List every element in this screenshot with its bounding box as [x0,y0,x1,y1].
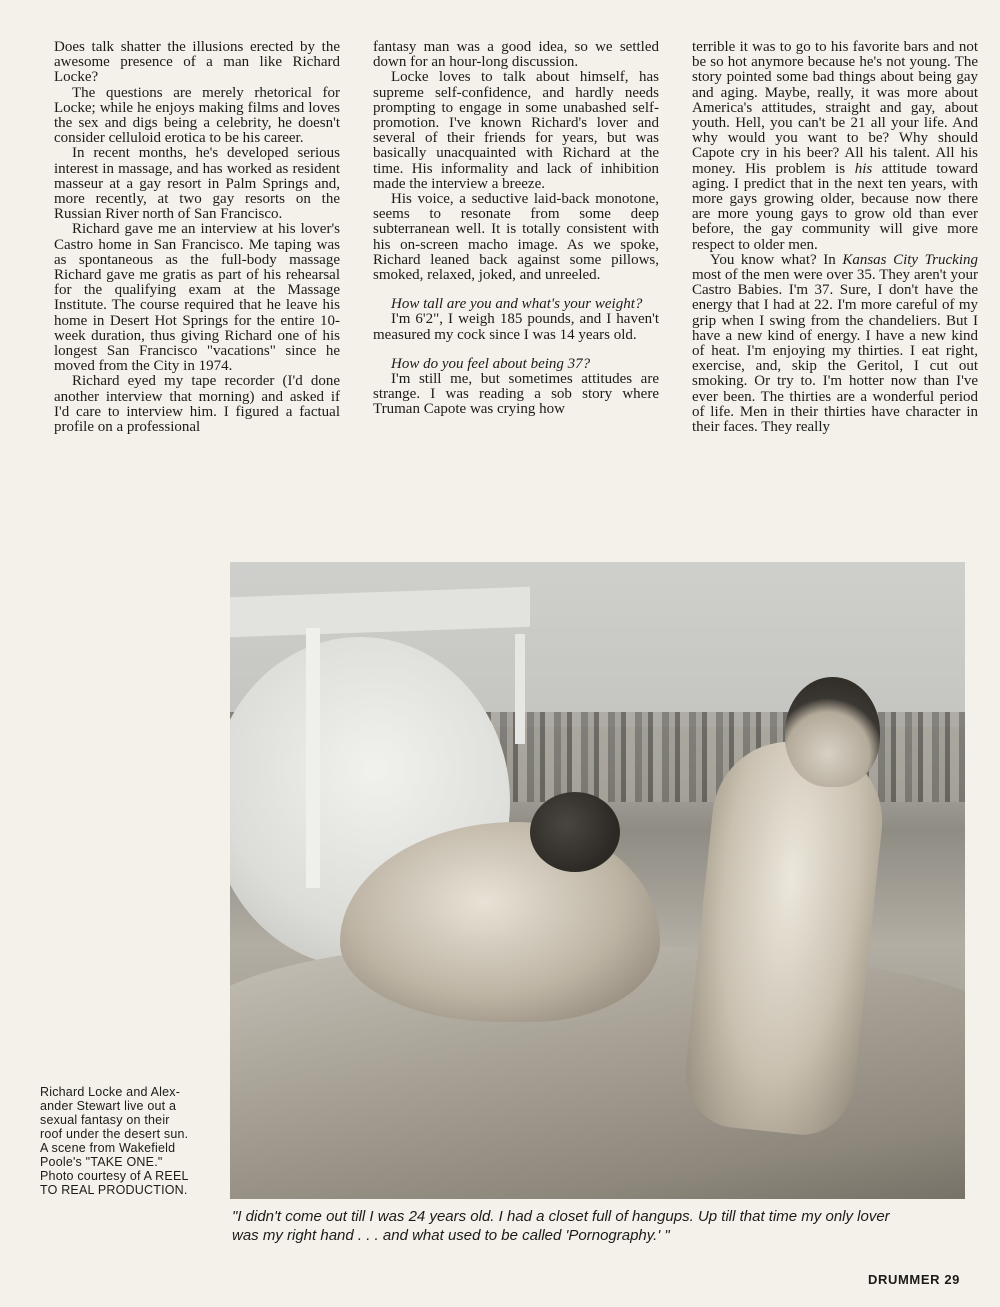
photo-post [515,634,525,744]
photo-caption [40,1085,220,1197]
caption-line: A scene from Wakefield [40,1141,176,1155]
pull-quote-line: was my right hand . . . and what used to be called 'Pornography.' " [232,1227,670,1244]
page-folio [840,1272,960,1287]
paragraph: Richard eyed my tape recorder (I'd done another interview that morning) and asked if I'd care to interview him. I figured a factual profile on a professional [54,373,340,436]
article-column-2 [373,40,659,500]
article-photo [230,562,965,1199]
paragraph: Richard gave me an interview at his lover's Castro home in San Francisco. Me taping was as spontaneous as the full-body massage Richard gave me gratis as part of his rehearsal for the qualifying exam at the Massage Institute. The course required that he leave his home in Desert Hot Springs for the entire 10-week duration, thus giving Richard one of his longest San Francisco "vacations" since he moved from the City in 1974. [54,221,340,375]
photo-figure-head [785,677,880,787]
caption-line: Poole's "TAKE ONE." [40,1155,163,1169]
interview-answer: I'm 6'2", I weigh 185 pounds, and I haven't measured my cock since I was 14 years old. [373,311,659,343]
caption-line: Richard Locke and Alex- [40,1085,181,1099]
page-number: 29 [944,1272,960,1287]
paragraph: terrible it was to go to his favorite bars and not be so hot anymore because he's not young. The story pointed some bad things about being gay and aging. Maybe, really, it was more about America's attitudes, straight and gay, about youth. Hell, you can't be 21 all your life. And why would you want to be? Why should Capote cry in his beer? All his talent. All his money. His problem is his attitude toward aging. I predict that in the next ten years, with more gays growing older, because now there are more young gays to grow old than ever before, the gay community will give more respect to older men. [692,40,978,253]
pull-quote-line: "I didn't come out till I was 24 years old. I had a closet full of hangups. Up till that time my only lover [232,1208,890,1225]
caption-line: roof under the desert sun. [40,1127,189,1141]
caption-line: sexual fantasy on their [40,1113,170,1127]
caption-line: Photo courtesy of A REEL [40,1169,189,1183]
interview-question: How do you feel about being 37? [391,355,591,372]
paragraph: His voice, a seductive laid-back monotone, seems to resonate from some deep subterranean well. It is totally consistent with his on-screen macho image. As we spoke, Richard leaned back against some pillows, smoked, relaxed, joked, and unreeled. [373,191,659,284]
paragraph: In recent months, he's developed serious interest in massage, and has worked as resident masseur at a gay resort in Palm Springs and, more recently, at two gay resorts on the Russian River north of San Francisco. [54,145,340,223]
caption-line: TO REAL PRODUCTION. [40,1183,188,1197]
photo-post [306,628,320,888]
paragraph: Locke loves to talk about himself, has supreme self-confidence, and hardly needs prompting to engage in some unabashed self-promotion. I've known Richard's lover and several of their friends for years, but was basically unacquainted with Richard at the time. His informality and lack of inhibition made the interview a breeze. [373,69,659,192]
paragraph: fantasy man was a good idea, so we settled down for an hour-long discussion. [373,40,659,71]
paragraph: Does talk shatter the illusions erected by the awesome presence of a man like Richard Locke? [54,40,340,86]
interview-answer: I'm still me, but sometimes attitudes are strange. I was reading a sob story where Truman Capote was crying how [373,371,659,418]
article-column-3 [692,40,978,500]
pull-quote [232,1207,967,1245]
interview-question: How tall are you and what's your weight? [391,296,643,313]
paragraph: You know what? In Kansas City Trucking most of the men were over 35. They aren't your Castro Babies. I'm 37. Sure, I don't have the energy that I had at 22. I'm more careful of my grip when I swing from the chandeliers. But I have a new kind of energy. I have a new kind of heat. I'm enjoying my thirties. I eat right, exercise, and, skip the Geritol, I cut out smoking. Or try to. I'm hotter now than I've ever been. The thirties are a wonderful period of life. Men in their thirties have character in their faces. They really [692,251,978,436]
photo-figure-head [530,792,620,872]
article-column-1 [54,40,340,500]
magazine-name: DRUMMER [868,1272,941,1287]
paragraph: The questions are merely rhetorical for Locke; while he enjoys making films and loves the sex and digs being a celebrity, he doesn't consider celluloid erotica to be his career. [54,84,340,147]
article-body [54,40,979,500]
caption-line: ander Stewart live out a [40,1099,177,1113]
